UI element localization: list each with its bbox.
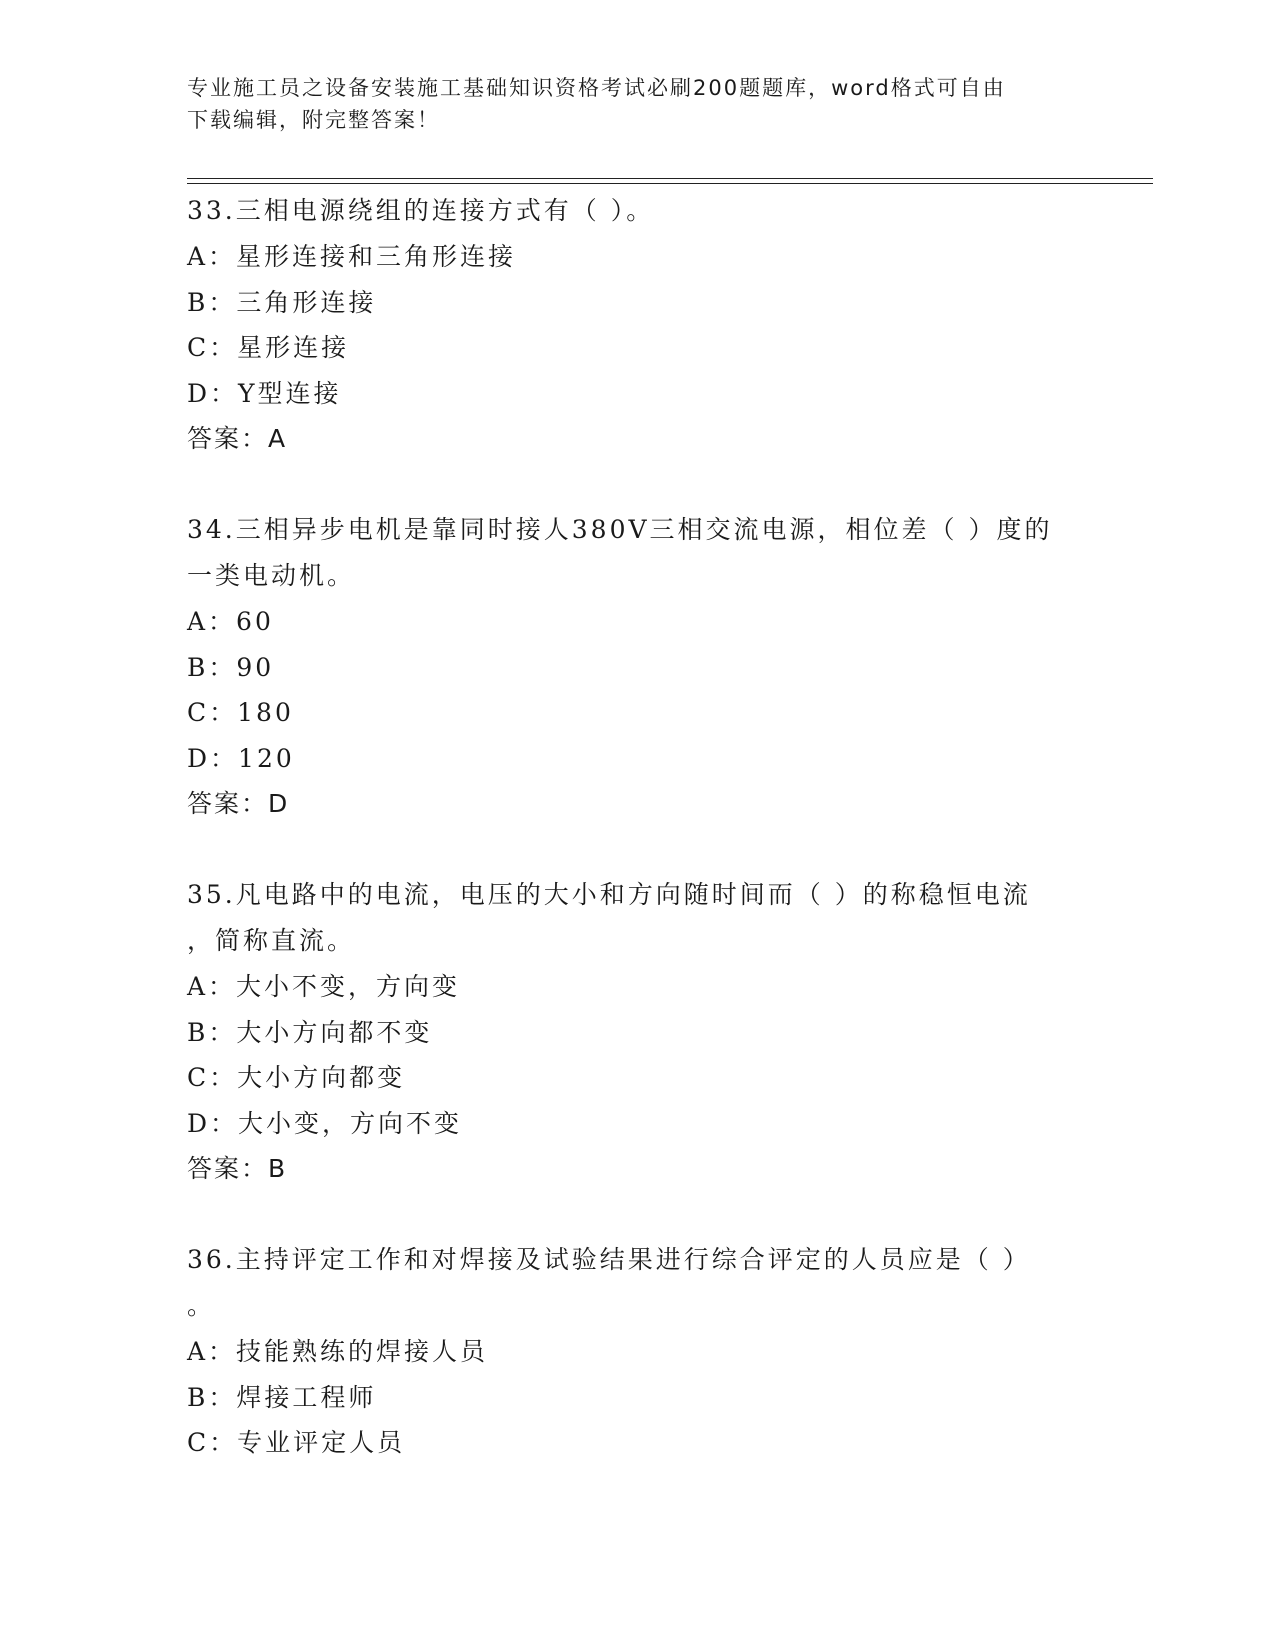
header-line-2: 下载编辑，附完整答案！: [187, 108, 440, 132]
option-d: D：120: [187, 743, 295, 773]
header-line-1: 专业施工员之设备安装施工基础知识资格考试必刷200题题库，word格式可自由: [187, 76, 1006, 100]
document-header: [187, 72, 1087, 136]
question-gap: [187, 827, 1087, 872]
question-stem-line: 一类电动机。: [187, 561, 356, 590]
question-stem-line: 36.主持评定工作和对焊接及试验结果进行综合评定的人员应是（ ）: [187, 1245, 1031, 1274]
question-stem: [187, 188, 1087, 234]
option-b: B：焊接工程师: [187, 1382, 377, 1412]
question-stem: [187, 1237, 1087, 1329]
option-a: A：60: [187, 607, 274, 636]
header-divider-bottom: [187, 183, 1153, 184]
answer-line: 答案：B: [187, 1154, 288, 1183]
option-a: A：星形连接和三角形连接: [187, 242, 517, 271]
option-b: B：大小方向都不变: [187, 1017, 433, 1047]
option-c: C：大小方向都变: [187, 1063, 406, 1092]
question-stem-line: 。: [187, 1291, 216, 1320]
option-d: D：Y型连接: [187, 378, 342, 408]
question-34: [187, 507, 1087, 827]
option-d: D：大小变，方向不变: [187, 1108, 463, 1138]
option-b: B：三角形连接: [187, 287, 377, 317]
option-b: B：90: [187, 652, 275, 682]
option-c: C：星形连接: [187, 333, 350, 362]
question-list: [187, 188, 1087, 1466]
question-stem-line: 35.凡电路中的电流，电压的大小和方向随时间而（ ）的称稳恒电流: [187, 880, 1031, 909]
question-gap: [187, 1192, 1087, 1237]
question-33: [187, 188, 1087, 462]
answer-line: 答案：A: [187, 424, 288, 453]
question-stem-line: ，简称直流。: [187, 926, 356, 955]
question-35: [187, 872, 1087, 1192]
question-36: [187, 1237, 1087, 1466]
option-a: A：大小不变，方向变: [187, 972, 461, 1001]
question-stem: [187, 507, 1087, 599]
question-stem-line: 34.三相异步电机是靠同时接人380V三相交流电源，相位差（ ）度的: [187, 515, 1053, 544]
header-divider-top: [187, 178, 1153, 179]
question-stem-line: 33.三相电源绕组的连接方式有（ ）。: [187, 196, 655, 225]
answer-line: 答案：D: [187, 789, 290, 818]
question-gap: [187, 462, 1087, 507]
option-c: C：180: [187, 698, 294, 727]
option-c: C：专业评定人员: [187, 1428, 406, 1457]
question-stem: [187, 872, 1087, 964]
option-a: A：技能熟练的焊接人员: [187, 1337, 489, 1366]
